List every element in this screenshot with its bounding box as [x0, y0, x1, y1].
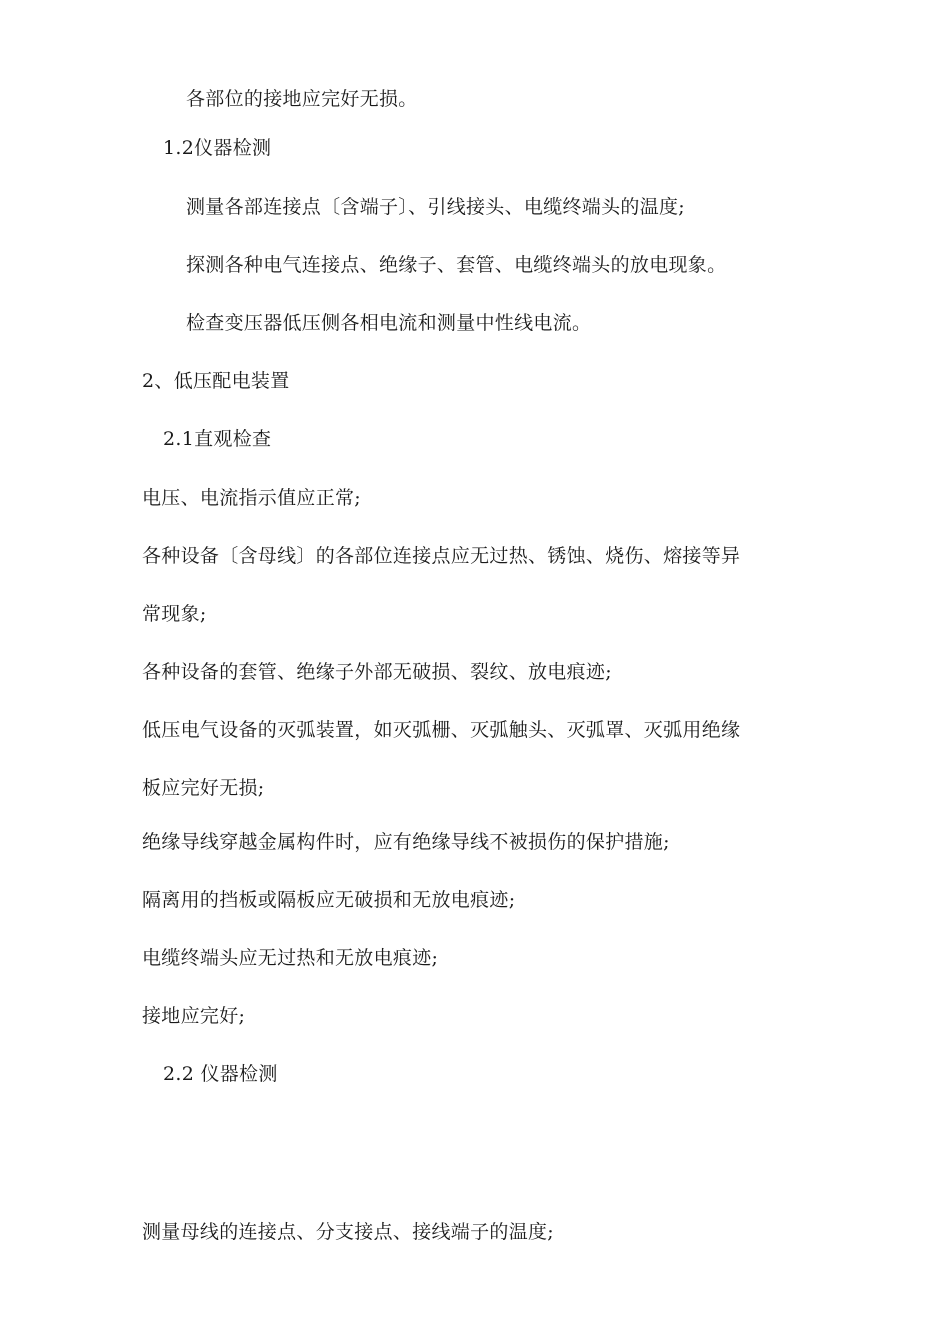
paragraph-isolation-plate: 隔离用的挡板或隔板应无破损和无放电痕迹; — [142, 889, 516, 911]
paragraph-grounding-good: 接地应完好; — [142, 1005, 246, 1027]
paragraph-arc-device: 低压电气设备的灭弧装置，如灭弧栅、灭弧触头、灭弧罩、灭弧用绝缘 — [142, 719, 741, 741]
paragraph-voltage-current: 电压、电流指示值应正常; — [142, 487, 362, 509]
paragraph-detect-discharge: 探测各种电气连接点、绝缘子、套管、电缆终端头的放电现象。 — [186, 254, 727, 276]
paragraph-insulated-wire: 绝缘导线穿越金属构件时，应有绝缘导线不被损伤的保护措施; — [142, 831, 670, 853]
paragraph-bushing-insulator: 各种设备的套管、绝缘子外部无破损、裂纹、放电痕迹; — [142, 661, 612, 683]
paragraph-busbar-temperature: 测量母线的连接点、分支接点、接线端子的温度; — [142, 1221, 555, 1243]
section-heading-2-1: 2.1直观检查 — [163, 428, 272, 450]
paragraph-measure-temperature: 测量各部连接点〔含端子〕、引线接头、电缆终端头的温度; — [186, 196, 686, 218]
section-heading-2-2: 2.2 仪器检测 — [163, 1063, 278, 1085]
section-heading-1-2: 1.2仪器检测 — [163, 137, 272, 159]
paragraph-grounding-intact: 各部位的接地应完好无损。 — [186, 88, 418, 110]
paragraph-equipment-connections: 各种设备〔含母线〕的各部位连接点应无过热、锈蚀、烧伤、熔接等异 — [142, 545, 741, 567]
paragraph-arc-device-cont: 板应完好无损; — [142, 777, 265, 799]
paragraph-equipment-connections-cont: 常现象; — [142, 603, 207, 625]
paragraph-check-current: 检查变压器低压侧各相电流和测量中性线电流。 — [186, 312, 592, 334]
section-heading-2: 2、低压配电装置 — [142, 370, 290, 392]
paragraph-cable-terminal: 电缆终端头应无过热和无放电痕迹; — [142, 947, 439, 969]
